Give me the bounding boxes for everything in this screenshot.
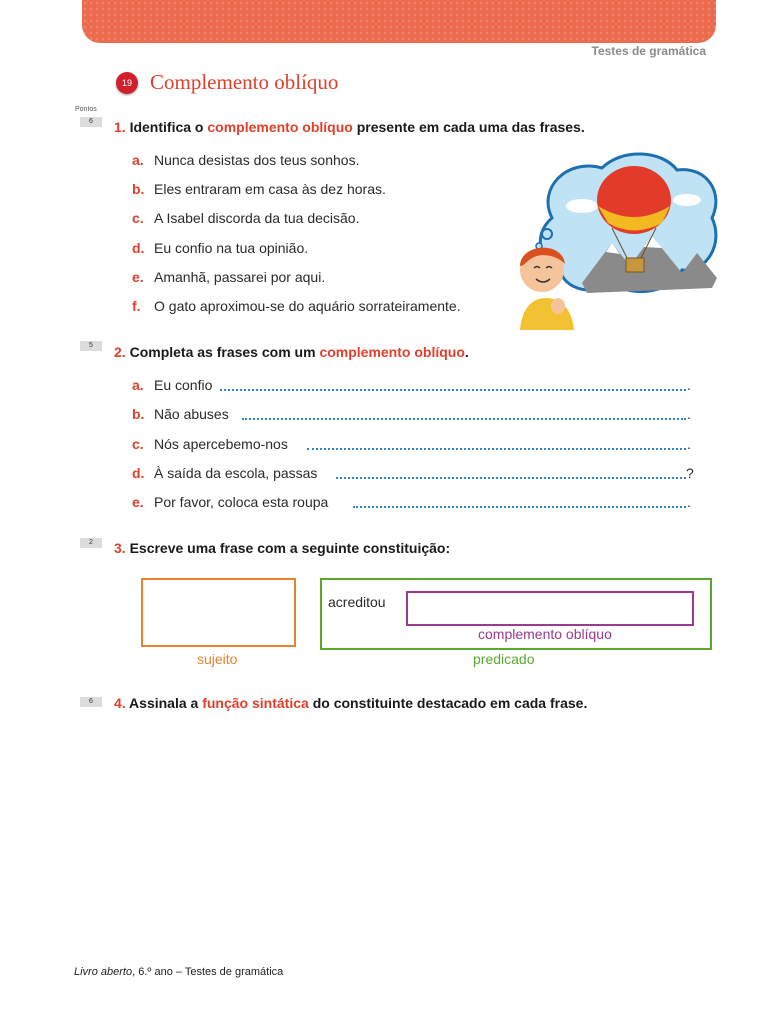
q2-item-letter: b. (132, 406, 145, 422)
q2-answer-line-a[interactable] (220, 389, 686, 391)
q2-answer-line-d[interactable] (336, 477, 686, 479)
q2-item-letter: c. (132, 436, 144, 452)
q1-prompt (114, 119, 585, 135)
q1-item-letter: c. (132, 210, 144, 226)
balloon-basket (626, 258, 644, 272)
q1-item-letter: a. (132, 152, 144, 168)
boy-body (520, 298, 574, 330)
balloon-dream-illustration (512, 148, 722, 330)
oblique-label: complemento oblíquo (478, 626, 612, 642)
q4-text-before: Assinala a (125, 695, 203, 711)
q3-text: Escreve uma frase com a seguinte constituição: (125, 540, 451, 556)
footer-book-title: Livro aberto (74, 966, 133, 978)
q1-item-d (132, 240, 308, 256)
q2-text-before: Completa as frases com um (125, 344, 320, 360)
small-cloud (673, 194, 701, 206)
q2-number: 2. (114, 344, 126, 360)
q2-item-c (132, 436, 288, 452)
q2-item-text: Por favor, coloca esta roupa (154, 494, 329, 510)
q2-item-text: Eu confio (154, 377, 213, 393)
q1-item-text[interactable]: Nunca desistas dos teus sonhos. (154, 152, 360, 168)
q1-item-letter: e. (132, 269, 144, 285)
q1-item-letter: d. (132, 240, 145, 256)
q1-item-text[interactable]: Eu confio na tua opinião. (154, 240, 309, 256)
q2-item-text: Não abuses (154, 406, 229, 422)
oblique-answer-box[interactable] (406, 591, 694, 626)
q2-end-mark: . (687, 377, 691, 393)
q1-item-text[interactable]: O gato aproximou-se do aquário sorrateiramente. (154, 298, 461, 314)
q1-item-f (132, 298, 461, 314)
q1-item-letter: b. (132, 181, 145, 197)
series-title: Testes de gramática (591, 44, 706, 58)
q4-highlight: função sintática (202, 695, 309, 711)
small-cloud (566, 199, 598, 213)
q2-text-after: . (464, 344, 469, 360)
q4-points: 6 (80, 697, 102, 707)
header-banner (82, 0, 716, 43)
q2-item-letter: e. (132, 494, 144, 510)
q2-points: 5 (80, 341, 102, 351)
q1-item-text[interactable]: Amanhã, passarei por aqui. (154, 269, 326, 285)
q1-item-a (132, 152, 359, 168)
boy-hand (551, 298, 565, 314)
q4-prompt (114, 695, 587, 711)
q2-end-mark: . (687, 406, 691, 422)
page-footer (74, 966, 283, 978)
q1-item-e (132, 269, 325, 285)
q1-item-letter: f. (132, 298, 141, 314)
q2-answer-line-b[interactable] (242, 418, 686, 420)
q2-item-e (132, 494, 328, 510)
subject-label: sujeito (197, 651, 238, 667)
footer-rest: , 6.º ano – Testes de gramática (132, 966, 284, 978)
q1-text-after: presente em cada uma das frases. (352, 119, 585, 135)
q1-number: 1. (114, 119, 126, 135)
q1-points: 6 (80, 117, 102, 127)
q2-item-d (132, 465, 317, 481)
q2-end-mark: ? (686, 465, 694, 481)
q2-item-letter: d. (132, 465, 145, 481)
q3-prompt (114, 540, 450, 556)
q4-number: 4. (114, 695, 126, 711)
predicate-verb: acreditou (328, 594, 386, 610)
page-title: Complemento oblíquo (150, 70, 339, 94)
q2-item-text: À saída da escola, passas (154, 465, 318, 481)
q1-text-before: Identifica o (125, 119, 208, 135)
q2-item-b (132, 406, 229, 422)
q2-item-text: Nós apercebemo-nos (154, 436, 288, 452)
q2-end-mark: . (687, 494, 691, 510)
q2-answer-line-c[interactable] (307, 448, 686, 450)
q2-prompt (114, 344, 469, 360)
q1-highlight: complemento oblíquo (207, 119, 353, 135)
q1-item-b (132, 181, 386, 197)
points-column-label: Pontos (75, 106, 97, 113)
q2-end-mark: . (687, 436, 691, 452)
subject-answer-box[interactable] (141, 578, 296, 647)
q1-item-text[interactable]: A Isabel discorda da tua decisão. (154, 210, 360, 226)
predicate-label: predicado (473, 651, 535, 667)
q2-answer-line-e[interactable] (353, 506, 686, 508)
lesson-number-badge: 19 (116, 72, 138, 94)
q3-number: 3. (114, 540, 126, 556)
q1-item-text[interactable]: Eles entraram em casa às dez horas. (154, 181, 386, 197)
q1-item-c (132, 210, 359, 226)
thought-bubble (542, 229, 552, 239)
q2-item-letter: a. (132, 377, 144, 393)
q3-points: 2 (80, 538, 102, 548)
q2-item-a (132, 377, 212, 393)
q4-text-after: do constituinte destacado em cada frase. (308, 695, 588, 711)
q2-highlight: complemento oblíquo (319, 344, 465, 360)
